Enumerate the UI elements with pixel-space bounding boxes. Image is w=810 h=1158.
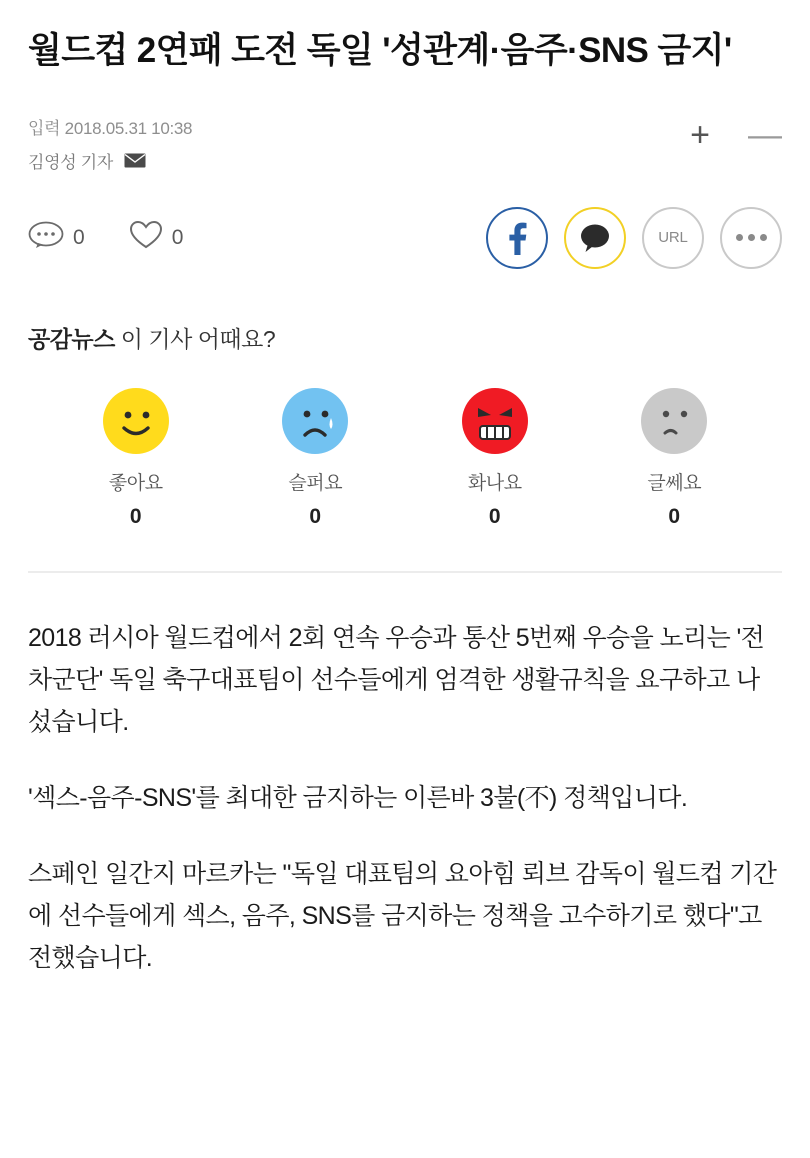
article-meta — [0, 76, 810, 173]
comment-icon — [28, 221, 64, 254]
article-paragraph: '섹스-음주-SNS'를 최대한 금지하는 이른바 3불(不) 정책입니다. — [28, 783, 688, 812]
angry-face-icon — [462, 388, 528, 454]
share-buttons — [486, 207, 782, 269]
meta-left — [28, 114, 192, 173]
emotion-item-meh[interactable] — [614, 388, 734, 529]
emotion-count: 0 — [129, 504, 142, 528]
sad-face-icon — [282, 388, 348, 454]
emotion-label: 화나요 — [467, 472, 522, 494]
emotion-item-like[interactable] — [76, 388, 196, 529]
emotion-label: 글쎄요 — [647, 472, 702, 494]
share-more-button[interactable] — [720, 207, 782, 269]
emotion-title-question: 이 기사 어때요? — [114, 325, 276, 352]
font-decrease-button[interactable]: — — [748, 115, 782, 154]
share-facebook-button[interactable] — [486, 207, 548, 269]
emotion-label: 슬퍼요 — [288, 472, 343, 494]
emotion-buttons — [28, 354, 782, 529]
publish-date: 입력 2018.05.31 10:38 — [28, 118, 193, 138]
emotion-count: 0 — [309, 504, 322, 528]
emotion-count: 0 — [488, 504, 501, 528]
emotion-section — [0, 269, 810, 529]
article-paragraph: 스페인 일간지 마르카는 "독일 대표팀의 요아힘 뢰브 감독이 월드컵 기간에 선수들에게 섹스, 음주, SNS를 금지하는 정책을 고수하기로 했다"고 전했습니다. — [28, 859, 777, 972]
happy-face-icon — [103, 388, 169, 454]
font-increase-button[interactable]: + — [690, 115, 710, 154]
mail-icon[interactable] — [124, 153, 146, 168]
meh-face-icon — [641, 388, 707, 454]
social-row — [0, 173, 810, 269]
page-title: 월드컵 2연패 도전 독일 '성관계·음주·SNS 금지' — [28, 31, 732, 70]
emotion-item-sad[interactable] — [255, 388, 375, 529]
emotion-title-brand: 공감뉴스 — [28, 325, 115, 352]
font-size-controls — [690, 114, 782, 152]
comment-count[interactable] — [28, 221, 85, 254]
emotion-count: 0 — [668, 504, 681, 528]
heart-icon — [129, 220, 163, 255]
more-icon — [736, 234, 767, 241]
like-count-value: 0 — [171, 225, 184, 249]
emotion-title — [28, 321, 782, 354]
counts-group — [28, 220, 183, 255]
article-body — [0, 573, 810, 1019]
comment-count-value: 0 — [73, 225, 85, 249]
emotion-item-angry[interactable] — [435, 388, 555, 529]
emotion-label: 좋아요 — [108, 472, 163, 494]
share-kakao-button[interactable] — [564, 207, 626, 269]
author-name: 김영성 기자 — [28, 152, 114, 172]
article-paragraph: 2018 러시아 월드컵에서 2회 연속 우승과 통산 5번째 우승을 노리는 '전차군단' 독일 축구대표팀이 선수들에게 엄격한 생활규칙을 요구하고 나섰습니다. — [28, 623, 765, 736]
share-url-label: URL — [658, 229, 688, 247]
share-url-button[interactable] — [642, 207, 704, 269]
like-count[interactable] — [129, 220, 184, 255]
author-row — [28, 148, 192, 173]
